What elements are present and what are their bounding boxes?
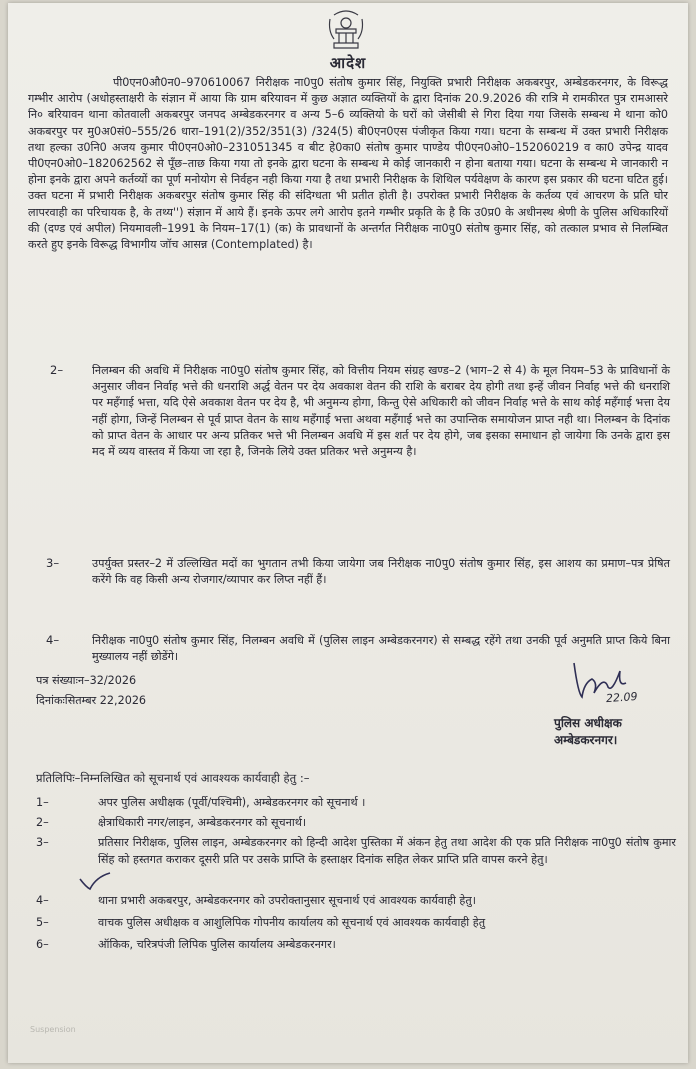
copy-item-number: 3– (36, 836, 49, 849)
paragraph-2-number: 2– (50, 363, 64, 377)
letter-number: पत्र संख्याःन–32/2026 (36, 674, 137, 687)
paragraph-1: पी0एन0औ0न0–970610067 निरीक्षक ना0पु0 संतोष कुमार सिंह, नियुक्ति प्रभारी निरीक्षक अकबरपुर, अम्बेडकरनगर, के विरूद्ध गम्भीर आरोप (अधोहस्ताक्षरी के संज्ञान में आया कि ग्राम बरियावन में कुछ अज्ञात व्यक्तियों के द्वारा दिनांक 20.9.2026 की रात्रि मे रामकीरत पुत्र रामआसरे नि० बरियावन थाना कोतवाली अकबरपुर जनपद अम्बेडकरनगर व अन्य 5–6 व्यक्तियो के घरों को जेसीबी से गिरा दिया गया जिसके सम्बन्ध मे थाना को0 अकबरपुर पर मु0अ0सं0–555/26 धारा–191(2)/352/351(3) /324(5) बी0एन0एस पंजीकृत किया गया। घटना के सम्बन्ध में उक्त प्रभारी निरीक्षक तथा हल्का उ0नि0 अजय कुमार पी0एन0ओ0–231051345 व बीट हे0का0 संतोष कुमार पाण्डेय पी0एन0ओ0–152060219 व का0 उपेन्द्र यादव पी0एन0ओ0–182062562 से पूँछ–ताछ किया गया तो इनके द्वारा घटना के सम्बन्ध मे कोई जानकारी न होना बताया गया। घटना के सम्बन्ध मे जानकारी न होना इनके द्वारा अपने कर्तव्यों का पूर्ण मनोयोग से निर्वहन नही किया गया है तथा प्रभारी निरीक्षक के शिथिल पर्यवेक्षण के कारण इस प्रकार की घटना घटित हुई। उक्त घटना में प्रभारी निरीक्षक अकबरपुर संतोष कुमार सिंह की संदिग्धता भी प्रतीत होती है। उपरोक्त प्रभारी निरीक्षक के कर्तव्य एवं आचरण के प्रति घोर लापरवाही का परिचायक है, के तथ्य'') संज्ञान में आये हैं। इनके ऊपर लगे आरोप इतने गम्भीर प्रकृति के है कि उ0प्र0 के अधीनस्थ श्रेणी के पुलिस अधिकारियों की (दण्ड एवं अपील) नियमावली–1991 के नियम–17(1) (क) के प्रावधानों के अन्तर्गत निरीक्षक ना0पु0 संतोष कुमार सिंह, को तत्काल प्रभाव से निलम्बित करते हुए इनके विरूद्ध विभागीय जॉच आसन्न (Contemplated) है। (28, 76, 668, 252)
letter-date: दिनांकःसितम्बर 22,2026 (36, 694, 147, 707)
officer-place: अम्बेडकरनगर। (554, 733, 618, 747)
copy-item-text: क्षेत्राधिकारी नगर/लाइन, अम्बेडकरनगर को सूचनार्थ। (98, 816, 307, 829)
copy-item-text: ऑकिक, चरित्रपंजी लिपिक पुलिस कार्यालय अम्बेडकरनगर। (98, 938, 336, 951)
signing-officer (554, 715, 622, 749)
copy-item-text: वाचक पुलिस अधीक्षक व आशुलिपिक गोपनीय कार्यालय को सूचनार्थ एवं आवश्यक कार्यवाही हेतु (98, 916, 486, 929)
paragraph-4-number: 4– (46, 633, 60, 647)
copy-item-number: 5– (36, 916, 49, 929)
copy-item-number: 1– (36, 796, 49, 809)
copy-heading: प्रतिलिपिः–निम्नलिखित को सूचनार्थ एवं आवश्यक कार्यवाही हेतु :– (36, 771, 310, 785)
state-emblem-icon (326, 9, 366, 51)
tick-mark-icon (78, 871, 112, 891)
paragraph-3: उपर्युक्त प्रस्तर–2 में उल्लिखित मदों का भुगतान तभी किया जायेगा जब निरीक्षक ना0पु0 संतोष कुमार सिंह, इस आशय का प्रमाण–पत्र प्रेषित करेंगे कि वह किसी अन्य रोजगार/व्यापार कर लिप्त नहीं हैं। (92, 557, 670, 587)
copy-item-text: अपर पुलिस अधीक्षक (पूर्वी/पश्चिमी), अम्बेडकरनगर को सूचनार्थ । (98, 796, 366, 809)
document-page (8, 3, 688, 1063)
copy-item-text: थाना प्रभारी अकबरपुर, अम्बेडकरनगर को उपरोक्तानुसार सूचनार्थ एवं आवश्यक कार्यवाही हेतु। (98, 894, 476, 907)
copy-item-number: 6– (36, 938, 49, 951)
copy-item-number: 2– (36, 816, 49, 829)
paragraph-3-number: 3– (46, 556, 60, 570)
copy-item-text: प्रतिसार निरीक्षक, पुलिस लाइन, अम्बेडकरनगर को हिन्दी आदेश पुस्तिका में अंकन हेतु तथा आदेश की एक प्रति निरीक्षक ना0पु0 संतोष कुमार सिंह को हस्तगत कराकर दूसरी प्रति पर उसके प्राप्ति के हस्ताक्षर दिनांक सहित लेकर प्राप्ति प्रति वापस करने हेतु। (98, 836, 676, 866)
paragraph-2: निलम्बन की अवधि में निरीक्षक ना0पु0 संतोष कुमार सिंह, को वित्तीय नियम संग्रह खण्ड–2 (भाग–2 से 4) के मूल नियम–53 के प्राविधानों के अनुसार जीवन निर्वाह भत्ते की धनराशि अर्द्ध वेतन पर देय अवकाश वेतन की राशि के बराबर देय होगी तथा इन्हें जीवन निर्वाह भत्ते की धनराशि पर महँगाई भत्ता, यदि ऐसे अवकाश वेतन पर देय है, भी अनुमन्य होगा, किन्तु ऐसे अधिकारी को जीवन निर्वाह भत्ते के साथ कोई महँगाई भत्ता देय नहीं होगा, जिन्हें निलम्बन से पूर्व प्राप्त वेतन के साथ महँगाई भत्ता अथवा महँगाई भत्ते का उपान्तिक समायोजन प्राप्त नही था। निलम्बन के दिनांक को प्राप्त वेतन के आधार पर अन्य प्रतिकर भत्ते भी निलम्बन अवधि में इस शर्त पर देय होगे, जब इसका समाधान हो जायेगा कि उनके द्वारा इस मद में व्यय वास्तव में किया जा रहा है, जिनके लिये उक्त प्रतिकर भत्ते अनुमन्य है। (92, 364, 670, 459)
signature-date: 22.09 (605, 689, 638, 706)
paragraph-4: निरीक्षक ना0पु0 संतोष कुमार सिंह, निलम्बन अवधि में (पुलिस लाइन अम्बेडकरनगर) से सम्बद्ध रहेंगे तथा उनकी पूर्व अनुमति प्राप्त किये बिना मुख्यालय नहीं छोडेंगे। (92, 634, 670, 664)
watermark: Suspension (30, 1025, 76, 1034)
copy-item-number: 4– (36, 894, 49, 907)
officer-title: पुलिस अधीक्षक (554, 716, 622, 730)
order-title: आदेश (329, 54, 367, 72)
